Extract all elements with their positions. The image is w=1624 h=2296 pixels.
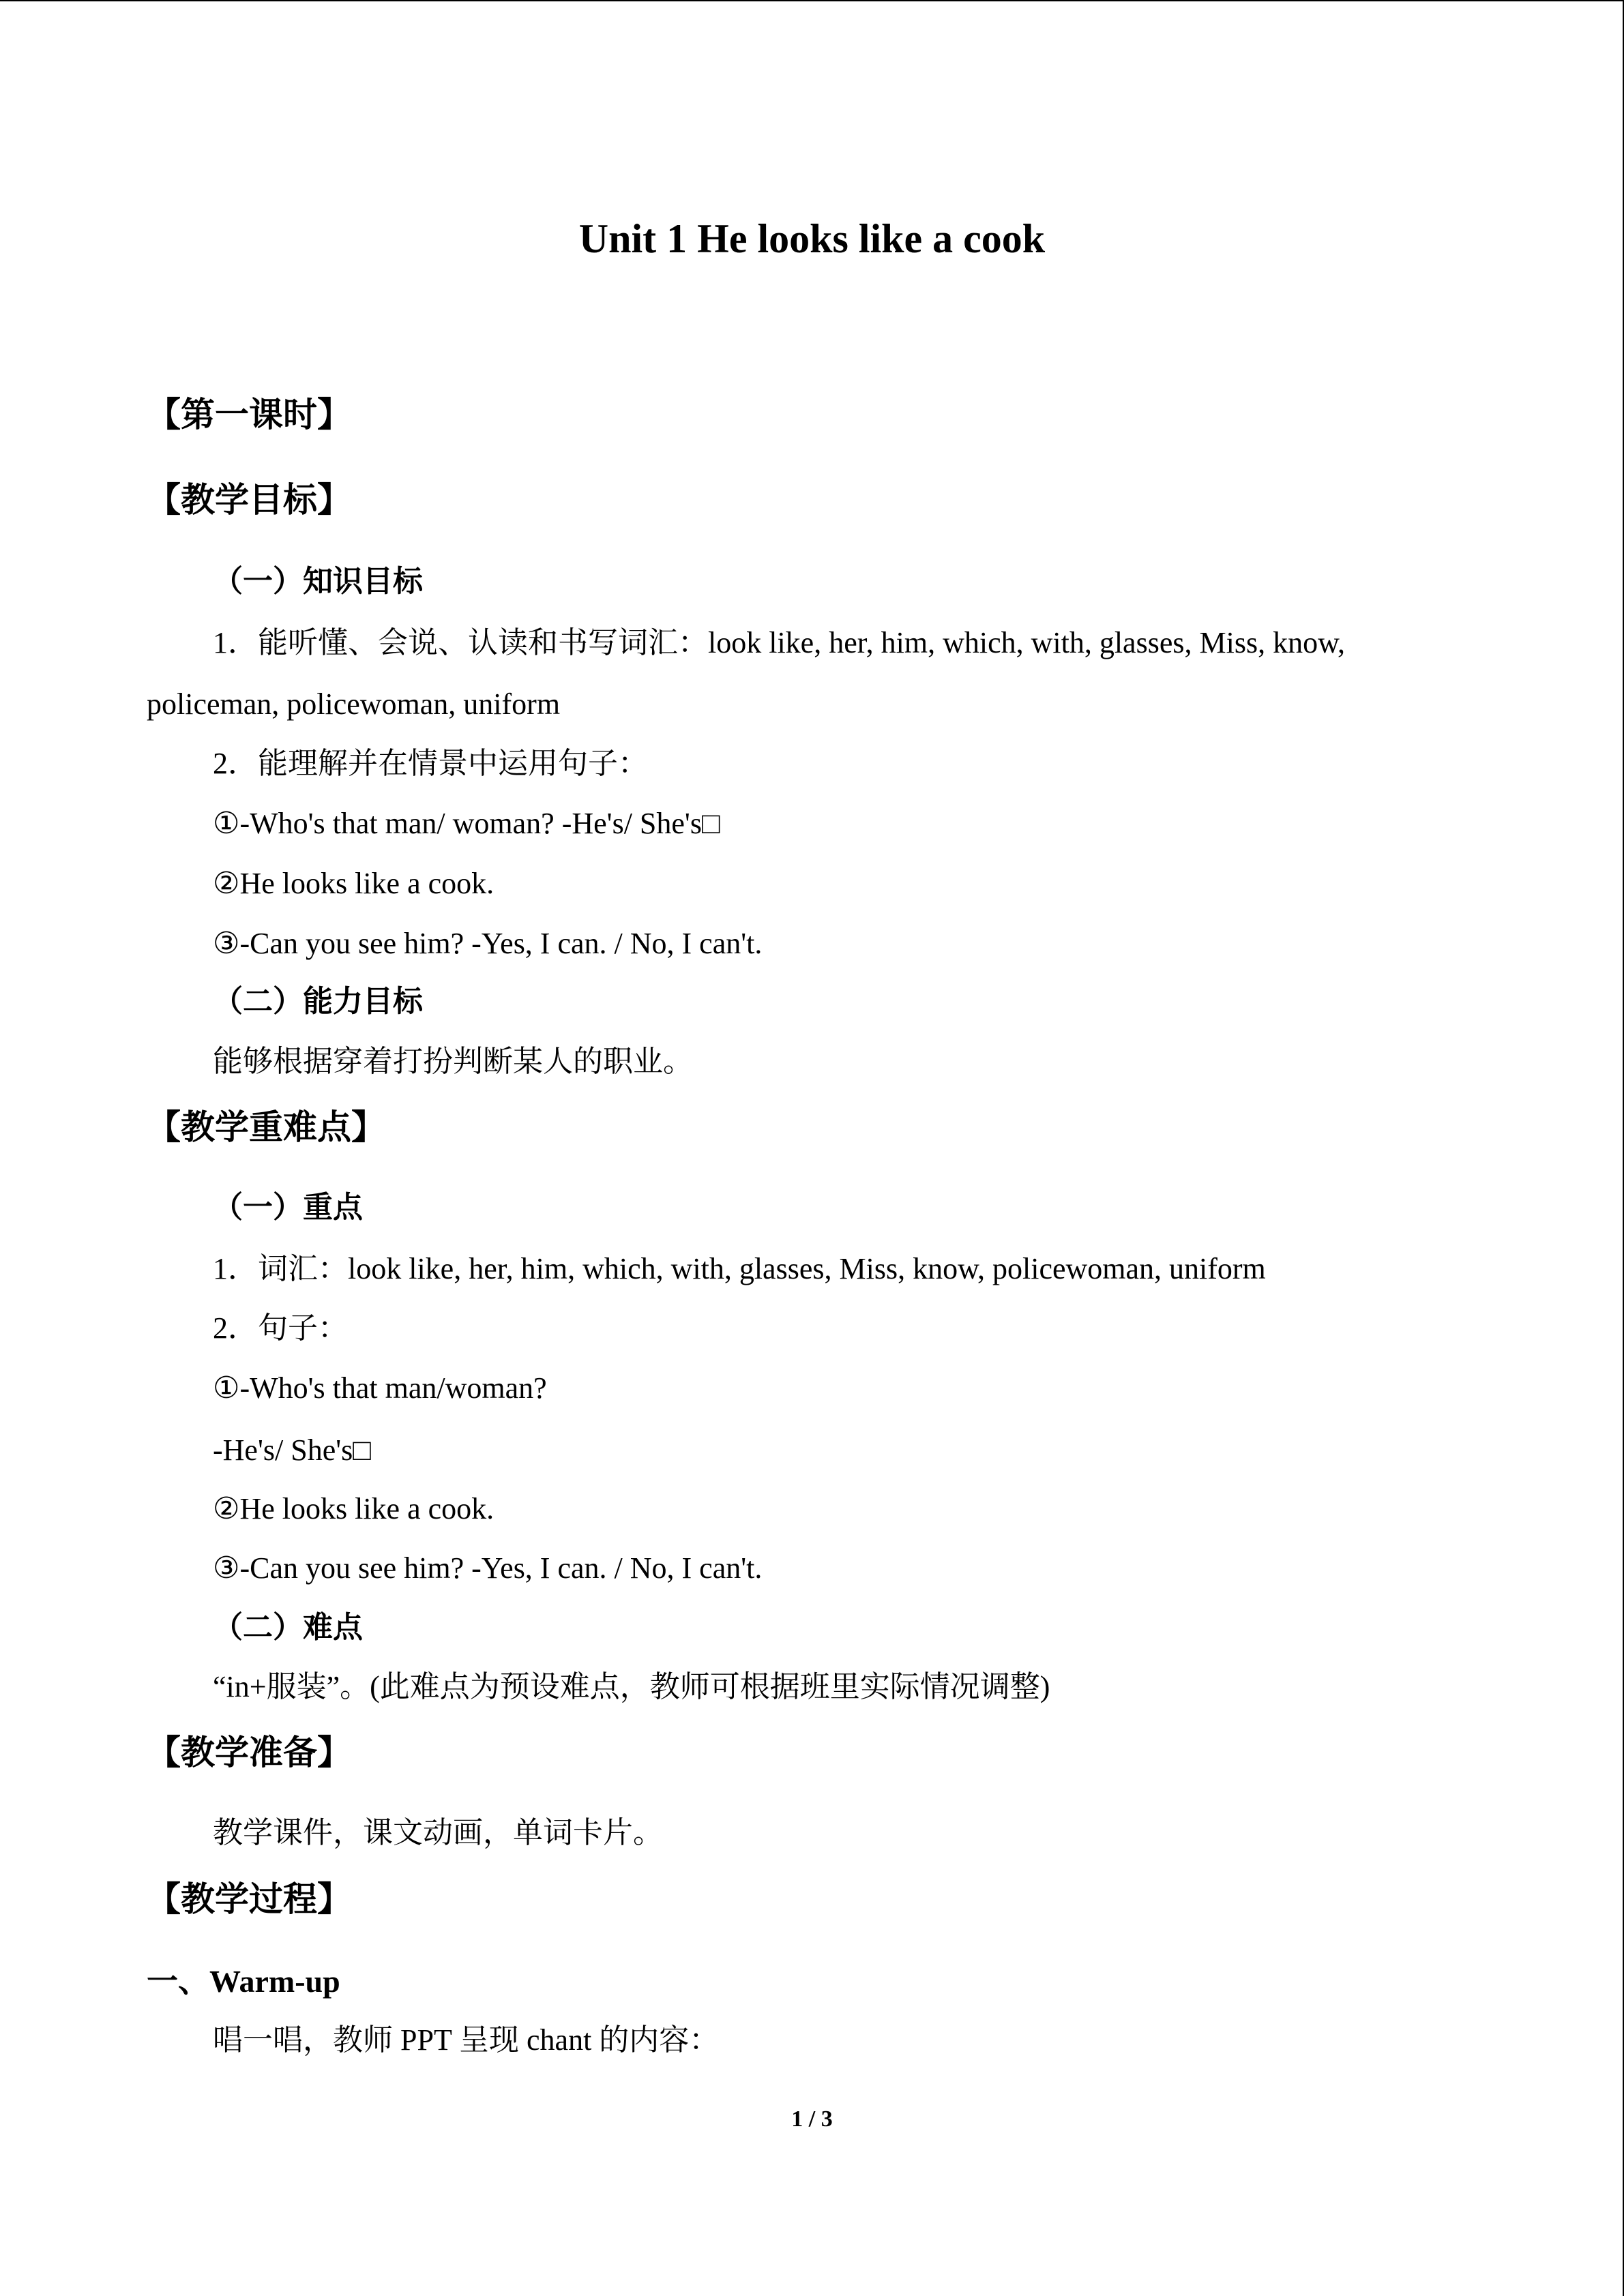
page-number: 1 / 3 [791, 2106, 833, 2132]
subheading-key-points: （一）重点 [213, 1190, 363, 1225]
subheading-ability-objectives: （二）能力目标 [213, 984, 423, 1019]
sentence-3: ③-Can you see him? -Yes, I can. / No, I can't. [213, 927, 763, 960]
key-sentence-2: ②He looks like a cook. [213, 1492, 494, 1525]
section-heading-teaching-objectives: 【教学目标】 [147, 480, 351, 520]
subheading-difficult-points: （二）难点 [213, 1610, 363, 1645]
vocab-line-continued: policeman, policewoman, uniform [147, 687, 561, 721]
sentence-2: ②He looks like a cook. [213, 867, 494, 900]
sentences-intro: 2．能理解并在情景中运用句子： [213, 747, 648, 780]
key-sentence-1-answer: -He's/ She's□ [213, 1433, 371, 1467]
document-title: Unit 1 He looks like a cook [578, 216, 1046, 261]
subheading-knowledge-objectives: （一）知识目标 [213, 564, 423, 599]
sentence-1: ①-Who's that man/ woman? -He's/ She's□ [213, 807, 720, 840]
key-sentences-intro: 2．句子： [213, 1311, 348, 1345]
ability-objective-text: 能够根据穿着打扮判断某人的职业。 [213, 1045, 693, 1078]
difficult-point-text: “in+服装”。(此难点为预设难点，教师可根据班里实际情况调整) [213, 1670, 1050, 1703]
key-vocab-line: 1．词汇：look like, her, him, which, with, glasses, Miss, know, policewoman, uniform [213, 1252, 1266, 1285]
warm-up-text: 唱一唱，教师 PPT 呈现 chant 的内容： [213, 2023, 720, 2057]
key-sentence-3: ③-Can you see him? -Yes, I can. / No, I can't. [213, 1551, 763, 1585]
section-heading-first-lesson: 【第一课时】 [147, 395, 351, 434]
section-heading-teaching-preparation: 【教学准备】 [147, 1733, 351, 1772]
section-heading-teaching-process: 【教学过程】 [147, 1879, 351, 1919]
section-heading-key-difficult-points: 【教学重难点】 [147, 1107, 385, 1147]
warm-up-heading: 一、Warm-up [147, 1964, 340, 1999]
preparation-text: 教学课件，课文动画，单词卡片。 [213, 1816, 663, 1849]
vocab-line: 1．能听懂、会说、认读和书写词汇：look like, her, him, which, with, glasses, Miss, know, [213, 626, 1345, 659]
key-sentence-1: ①-Who's that man/woman? [213, 1371, 547, 1405]
